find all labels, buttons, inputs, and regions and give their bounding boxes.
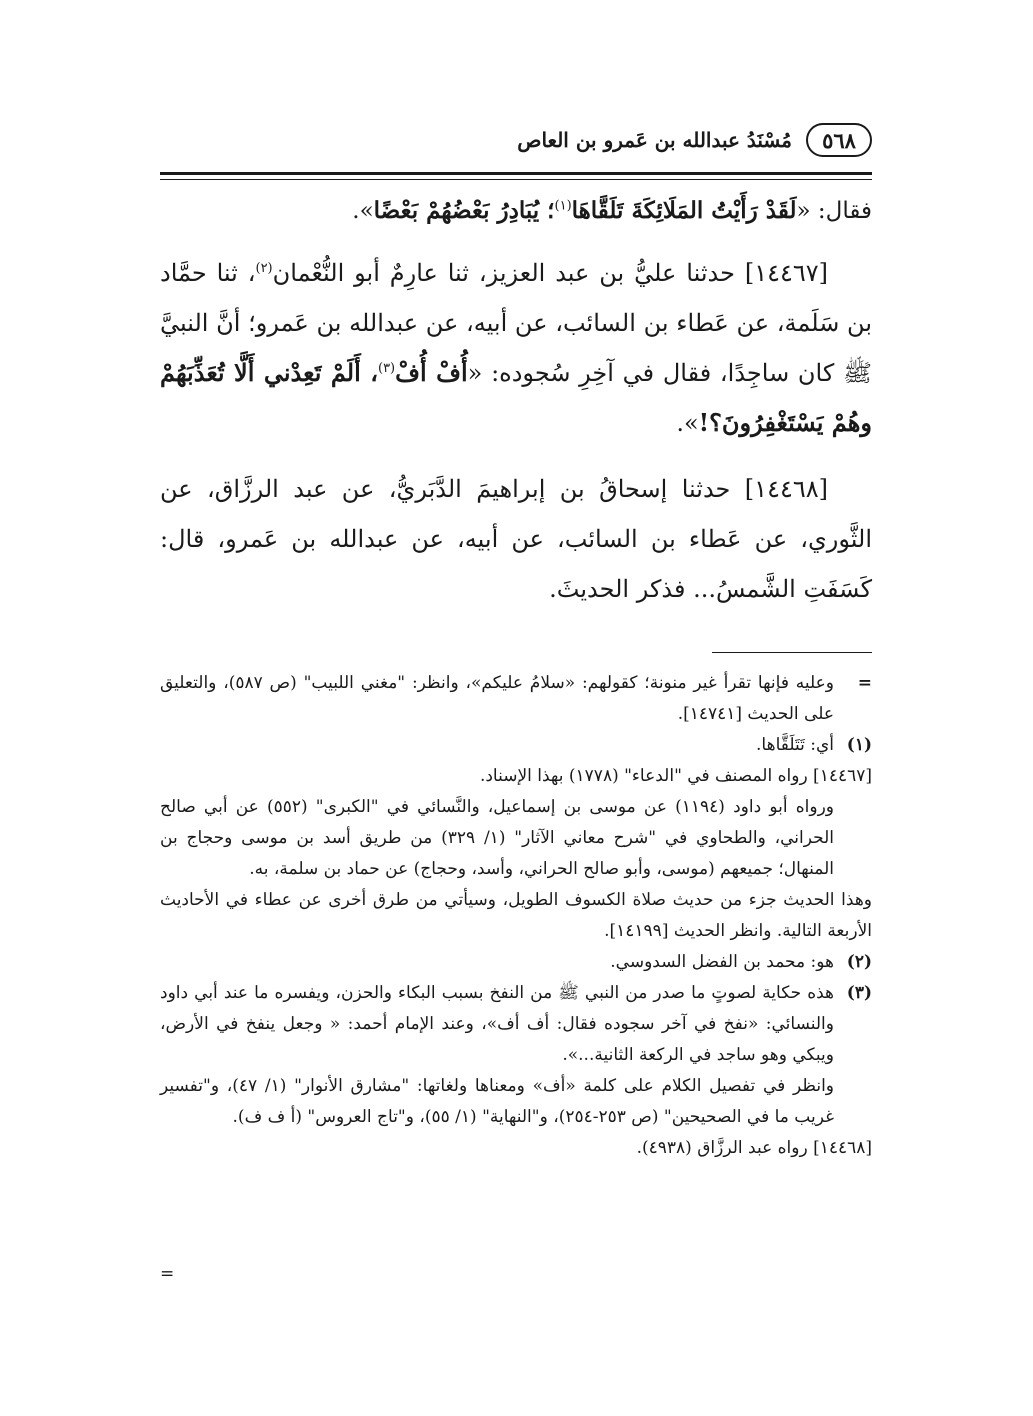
- footnote-ref-2: (٢): [255, 261, 273, 276]
- header-rule-thin: [160, 179, 872, 180]
- continuation-mark: =: [160, 1264, 175, 1284]
- takhrij-14468-head: [١٤٤٦٨] رواه عبد الرزَّاق (٤٩٣٨).: [636, 1138, 872, 1158]
- footnote-2: (٢) هو: محمد بن الفضل السدوسي.: [610, 952, 872, 972]
- takhrij-14467-para-1: ورواه أبو داود (١١٩٤) عن موسى بن إسماعيل، والنَّسائي في "الكبرى" (٥٥٢) عن أبي صالح الحراني، والطحاوي في "شرح معاني الآثار" (١/ ٣٢٩) من طريق أسد بن موسى وحجاج بن المنهال؛ جميعهم (موسى، وأبو صالح الحراني، وأسد، وحجاج) عن حماد بن سلمة، به.: [160, 797, 834, 879]
- footnote-continuation: = وعليه فإنها تقرأ غير منونة؛ كقولهم: «سلامُ عليكم»، وانظر: "مغني اللبيب" (ص ٥٨٧)، والتعليق على الحديث [١٤٧٤١].: [160, 673, 872, 724]
- footnotes: [160, 668, 872, 1164]
- hadith-14468: [١٤٤٦٨] حدثنا إسحاقُ بن إبراهيمَ الدَّبَريُّ، عن عبد الرزَّاق، عن الثَّوري، عن عَطاء بن السائب، عن أبيه، عن عبدالله بن عَمرو، قال: كَسَفَتِ الشَّمسُ... فذكر الحديثَ.: [160, 475, 872, 603]
- footnote-3: (٣) هذه حكاية لصوتٍ ما صدر من النبي ﷺ من النفخ بسبب البكاء والحزن، ويفسره ما عند أبي داود والنسائي: «نفخ في آخر سجوده فقال: أف أف»، وعند الإمام أحمد: « وجعل ينفخ في الأرض، ويبكي وهو ساجد في الركعة الثانية...».: [160, 983, 872, 1065]
- hadith-ending-line: فقال: «لَقَدْ رَأَيْتُ المَلَائِكَةَ تَلَقَّاهَا$^{(١)}$؛ يُبَادِرُ بَعْضُهُمْ بَعْضًا».: [352, 197, 872, 224]
- takhrij-14467-para-2: وهذا الحديث جزء من حديث صلاة الكسوف الطويل، وسيأتي من طرق أخرى عن عطاء في الأحاديث الأربعة التالية. وانظر الحديث [١٤١٩٩].: [160, 890, 872, 941]
- hadith-14467: [١٤٤٦٧] حدثنا عليُّ بن عبد العزيز، ثنا عارِمٌ أبو النُّعْمان$^{(٢)}$، ثنا حمَّاد بن سَلَمة، عن عَطاء بن السائب، عن أبيه، عن عبدالله بن عَمرو؛ أنَّ النبيَّ ﷺ كان ساجِدًا، فقال في آخِرِ سُجوده: «أُفْ أُفْ$^{(٣)}$، أَلَمْ تَعِدْني أَلَّا تُعَذِّبَهُمْ وهُمْ يَسْتَغْفِرُونَ؟!».: [160, 259, 872, 437]
- footnote-1: (١) أي: تَتَلَقَّاها.: [756, 735, 872, 755]
- main-text: [160, 188, 872, 614]
- footnote-3-para-2: وانظر في تفصيل الكلام على كلمة «أف» ومعناها ولغاتها: "مشارق الأنوار" (١/ ٤٧)، و"تفسير غريب ما في الصحيحين" (ص ٢٥٣-٢٥٤)، و"النهاية" (١/ ٥٥)، و"تاج العروس" (أ ف ف).: [160, 1076, 834, 1127]
- takhrij-14467-head: [١٤٤٦٧] رواه المصنف في "الدعاء" (١٧٧٨) بهذا الإسناد.: [479, 766, 872, 786]
- footnote-ref-3: (٣): [377, 361, 396, 376]
- header-rule-thick: [160, 172, 872, 175]
- running-title: مُسْنَدُ عبدالله بن عَمرو بن العاص: [517, 128, 792, 152]
- footnote-ref-1: (١): [554, 198, 572, 214]
- page-number-badge: ٥٦٨: [806, 123, 872, 157]
- footnote-separator: [712, 652, 872, 653]
- page-header: [160, 118, 872, 162]
